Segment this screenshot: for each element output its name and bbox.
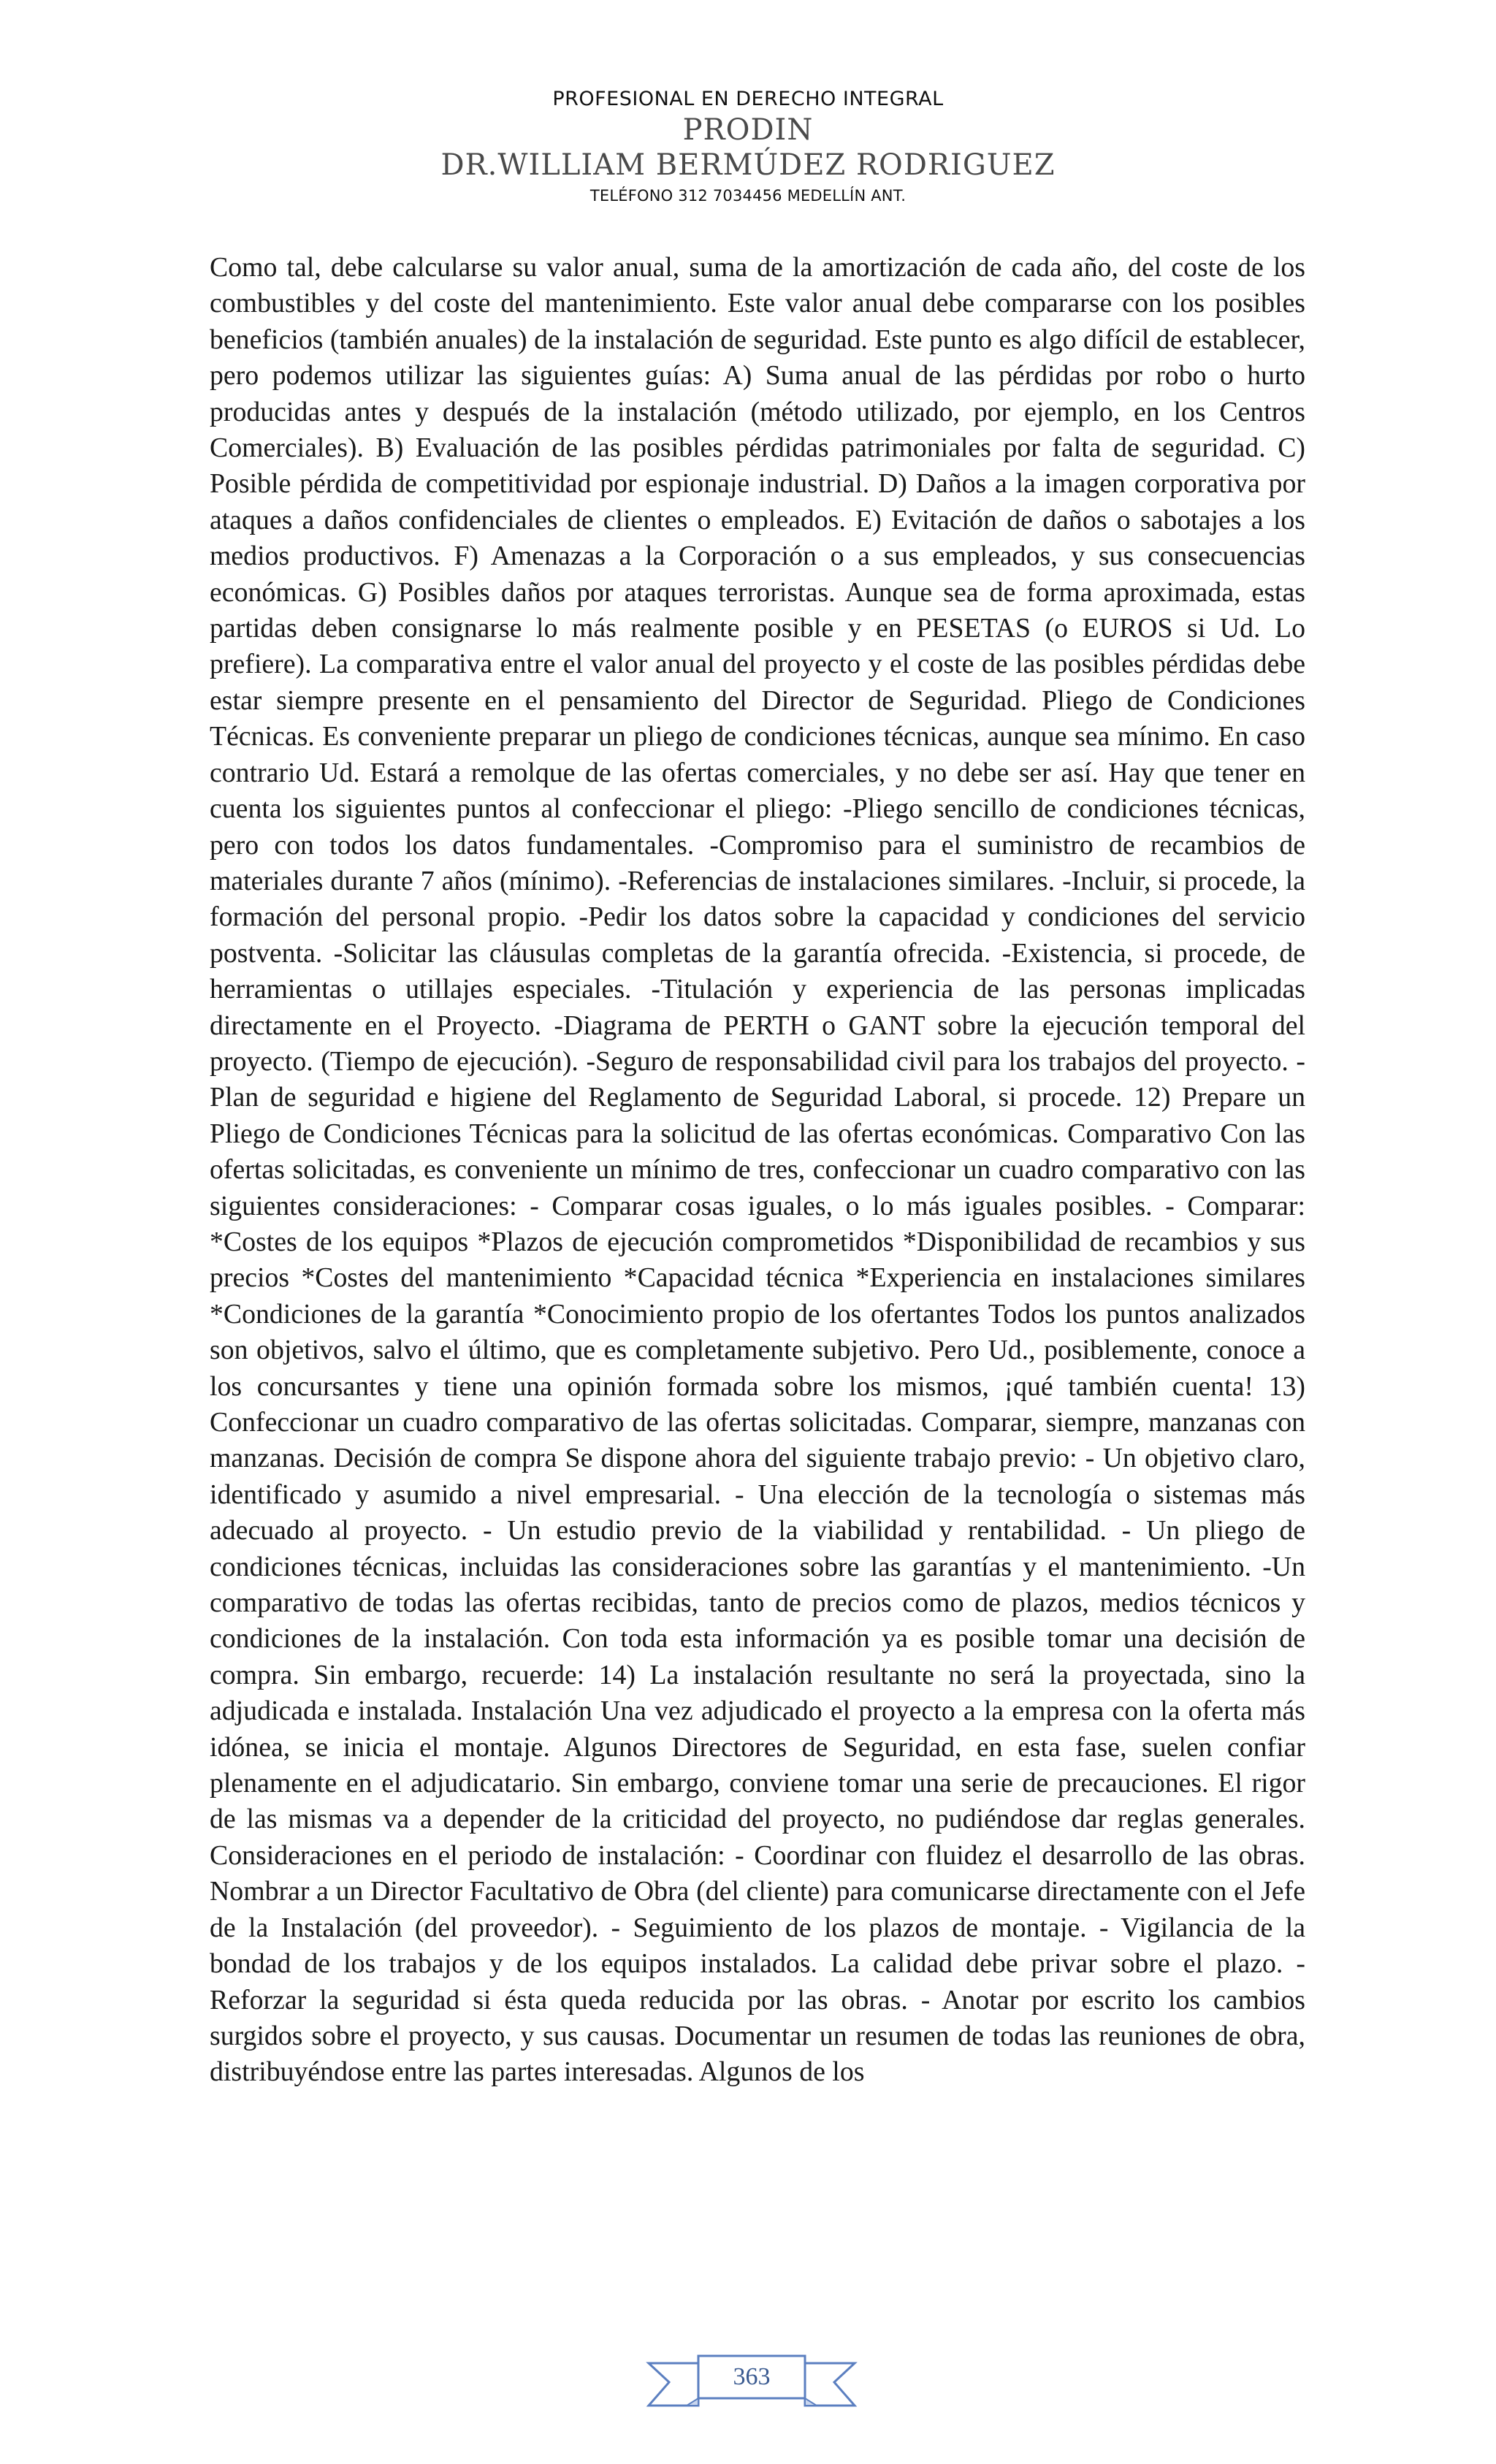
- letterhead-phone-location: TELÉFONO 312 7034456 MEDELLÍN ANT.: [589, 187, 907, 205]
- letterhead-firm-name: PROFESIONAL EN DERECHO INTEGRAL: [552, 88, 944, 110]
- body-paragraph: Como tal, debe calcularse su valor anual, suma de la amortización de cada año, del coste de los combustibles y del coste del mantenimiento. Este valor anual debe compararse con los posibles beneficios (también anuales) de la instalación de seguridad. Este punto es algo difícil de establecer, pero podemos utilizar las siguientes guías: A) Suma anual de las pérdidas por robo o hurto producidas antes y después de la instalación (método utilizado, por ejemplo, en los Centros Comerciales). B) Evaluación de las posibles pérdidas patrimoniales por falta de seguridad. C) Posible pérdida de competitividad por espionaje industrial. D) Daños a la imagen corporativa por ataques a daños confidenciales de clientes o empleados. E) Evitación de daños o sabotajes a los medios productivos. F) Amenazas a la Corporación o a sus empleados, y sus consecuencias económicas. G) Posibles daños por ataques terroristas. Aunque sea de forma aproximada, estas partidas deben consignarse lo más realmente posible y en PESETAS (o EUROS si Ud. Lo prefiere). La comparativa entre el valor anual del proyecto y el coste de las posibles pérdidas debe estar siempre presente en el pensamiento del Director de Seguridad. Pliego de Condiciones Técnicas. Es conveniente preparar un pliego de condiciones técnicas, aunque sea mínimo. En caso contrario Ud. Estará a remolque de las ofertas comerciales, y no debe ser así. Hay que tener en cuenta los siguientes puntos al confeccionar el pliego: -Pliego sencillo de condiciones técnicas, pero con todos los datos fundamentales. -Compromiso para el suministro de recambios de materiales durante 7 años (mínimo). -Referencias de instalaciones similares. -Incluir, si procede, la formación del personal propio. -Pedir los datos sobre la capacidad y condiciones del servicio postventa. -Solicitar las cláusulas completas de la garantía ofrecida. -Existencia, si procede, de herramientas o utillajes especiales. -Titulación y experiencia de las personas implicadas directamente en el Proyecto. -Diagrama de PERTH o GANT sobre la ejecución temporal del proyecto. (Tiempo de ejecución). -Seguro de responsabilidad civil para los trabajos del proyecto. -Plan de seguridad e higiene del Reglamento de Seguridad Laboral, si procede. 12) Prepare un Pliego de Condiciones Técnicas para la solicitud de las ofertas económicas. Comparativo Con las ofertas solicitadas, es conveniente un mínimo de tres, confeccionar un cuadro comparativo con las siguientes consideraciones: - Comparar cosas iguales, o lo más iguales posibles. - Comparar: *Costes de los equipos *Plazos de ejecución comprometidos *Disponibilidad de recambios y sus precios *Costes del mantenimiento *Capacidad técnica *Experiencia en instalaciones similares *Condiciones de la garantía *Conocimiento propio de los ofertantes Todos los puntos analizados son objetivos, salvo el último, que es completamente subjetivo. Pero Ud., posiblemente, conoce a los concursantes y tiene una opinión formada sobre los mismos, ¡qué también cuenta! 13) Confeccionar un cuadro comparativo de las ofertas solicitadas. Comparar, siempre, manzanas con manzanas. Decisión de compra Se dispone ahora del siguiente trabajo previo: - Un objetivo claro, identificado y asumido a nivel empresarial. - Una elección de la tecnología o sistemas más adecuado al proyecto. - Un estudio previo de la viabilidad y rentabilidad. - Un pliego de condiciones técnicas, incluidas las consideraciones sobre las garantías y el mantenimiento. -Un comparativo de todas las ofertas recibidas, tanto de precios como de plazos, medios técnicos y condiciones de la instalación. Con toda esta información ya es posible tomar una decisión de compra. Sin embargo, recuerde: 14) La instalación resultante no será la proyectada, sino la adjudicada e instalada. Instalación Una vez adjudicado el proyecto a la empresa con la oferta más idónea, se inicia el montaje. Algunos Directores de Seguridad, en esta fase, suelen confiar plenamente en el adjudicatario. Sin embargo, conviene tomar una serie de precauciones. El rigor de las mismas va a depender de la criticidad del proyecto, no pudiéndose dar reglas generales. Consideraciones en el periodo de instalación: - Coordinar con fluidez el desarrollo de las obras. Nombrar a un Director Facultativo de Obra (del cliente) para comunicarse directamente con el Jefe de la Instalación (del proveedor). - Seguimiento de los plazos de montaje. - Vigilancia de la bondad de los trabajos y de los equipos instalados. La calidad debe privar sobre el plazo. - Reforzar la seguridad si ésta queda reducida por las obras. - Anotar por escrito los cambios surgidos sobre el proyecto, y sus causas. Documentar un resumen de todas las reuniones de obra, distribuyéndose entre las partes interesadas. Algunos de los: [210, 252, 1305, 2088]
- page-number: 363: [733, 2363, 771, 2390]
- body-text: [210, 250, 1305, 2091]
- letterhead: [0, 86, 1496, 209]
- page-number-ribbon: [627, 2341, 877, 2429]
- letterhead-author-name: DR.WILLIAM BERMÚDEZ RODRIGUEZ: [440, 148, 1056, 182]
- letterhead-acronym: PRODIN: [682, 113, 814, 147]
